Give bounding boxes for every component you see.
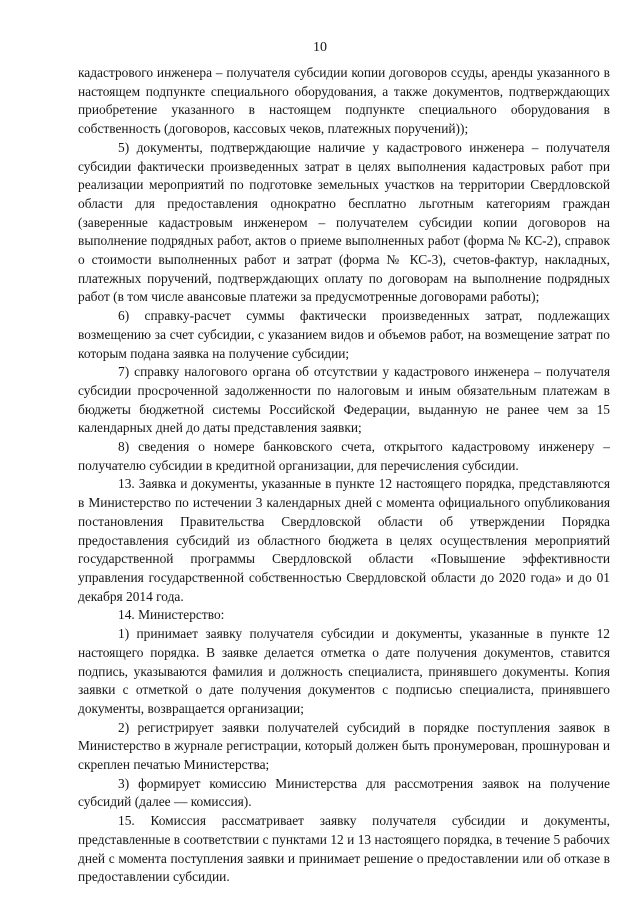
paragraph: 2) регистрирует заявки получателей субсидий в порядке поступления заявок в Министерство в журнале регистрации, который должен быть пронумерован, прошнурован и скреплен печатью Министерства; (78, 719, 610, 773)
paragraph: 1) принимает заявку получателя субсидии и документы, указанные в пункте 12 настоящего порядка. В заявке делается отметка о дате получения документов, ставится подпись, указываются фамилия и должность специалиста, принявшего документы. Копия заявки с отметкой о дате получения документов с подписью специалиста, принявшего документы, возвращается организации; (78, 626, 610, 716)
paragraph: 3) формирует комиссию Министерства для рассмотрения заявок на получение субсидий (далее — комиссия). (78, 775, 610, 810)
paragraph: 6) справку-расчет суммы фактически произведенных затрат, подлежащих возмещению за счет субсидии, с указанием видов и объемов работ, на возмещение затрат по которым подана заявка на получение субсидии; (78, 308, 610, 361)
paragraph: 14. Министерство: (118, 607, 225, 623)
paragraph: 8) сведения о номере банковского счета, открытого кадастровому инженеру – получателю субсидии в кредитной организации, для перечисления субсидии. (78, 439, 610, 473)
paragraph: 15. Комиссия рассматривает заявку получателя субсидии и документы, представленные в соответствии с пунктами 12 и 13 настоящего порядка, в течение 5 рабочих дней с момента поступления заявки и принимает решение о предоставлении или об отказе в предоставлении субсидии. (78, 813, 610, 885)
paragraph: 7) справку налогового органа об отсутствии у кадастрового инженера – получателя субсидии просроченной задолженности по налоговым и иным обязательным платежам в бюджеты бюджетной системы Российской Федерации, выданную не ранее чем за 15 календарных дней до даты представления заявки; (78, 364, 610, 436)
paragraph: 13. Заявка и документы, указанные в пункте 12 настоящего порядка, представляются в Министерство по истечении 3 календарных дней с момента официального опубликования постановления Правительства Свердловской области об утверждении Порядка предоставления субсидий из областного бюджета в целях осуществления мероприятий государственной программы Свердловской области «Повышение эффективности управления государственной собственностью Свердловской области до 2020 года» и до 01 декабря 2014 года. (78, 476, 610, 604)
document-body (78, 64, 610, 887)
paragraph: 5) документы, подтверждающие наличие у кадастрового инженера – получателя субсидии фактически произведенных затрат в целях выполнения кадастровых работ при реализации мероприятий по подготовке земельных участков на территории Свердловской области для предоставления однократно бесплатно льготным категориям граждан (заверенные кадастровым инженером – получателем субсидии копии договоров на выполнение подрядных работ, актов о приеме выполненных работ (форма № КС-2), справок о стоимости выполненных работ и затрат (форма № КС-3), счетов-фактур, накладных, платежных поручений, подтверждающих оплату по договорам на выполнение подрядных работ (в том числе авансовые платежи за предусмотренные договорами работы); (78, 139, 610, 305)
paragraph: кадастрового инженера – получателя субсидии копии договоров ссуды, аренды указанного в настоящем подпункте специального оборудования, а также документов, подтверждающих приобретение указанного в настоящем подпункте специального оборудования в собственность (договоров, кассовых чеков, платежных поручений)); (78, 65, 610, 137)
page-number: 10 (313, 40, 327, 55)
